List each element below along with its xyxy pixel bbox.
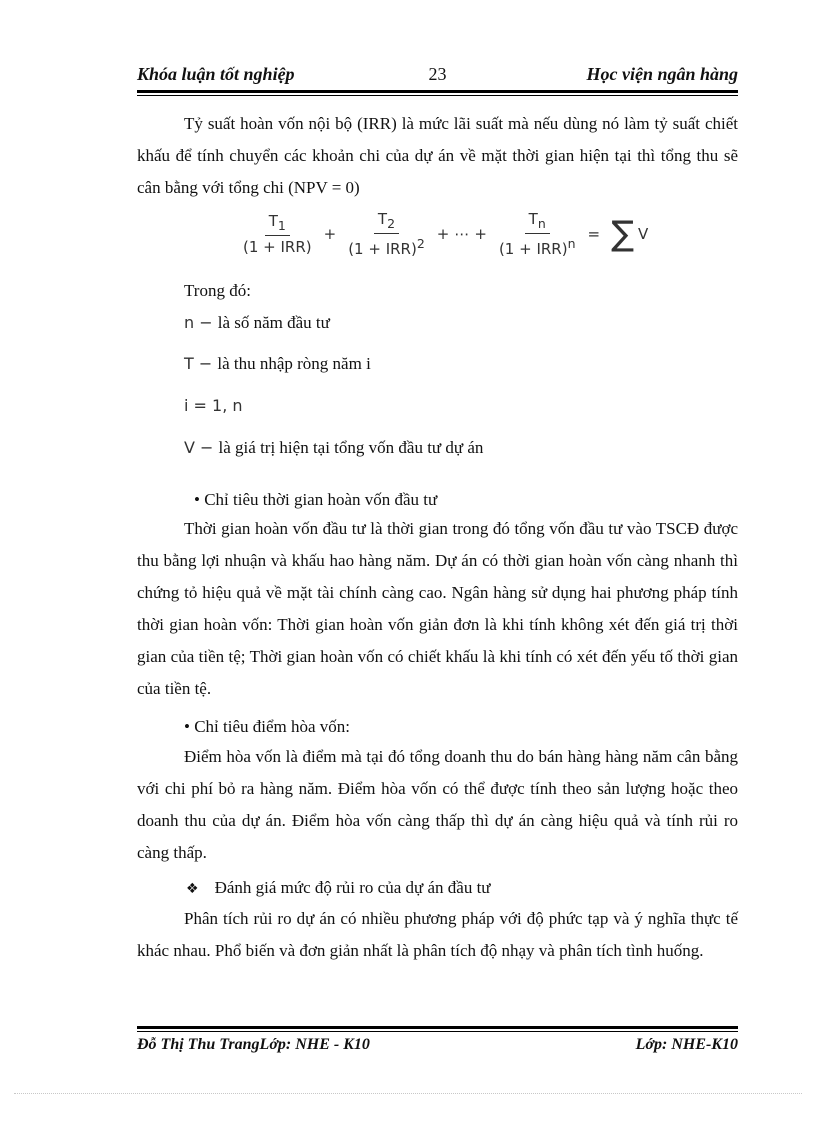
header-rule-thin (137, 95, 738, 96)
footer-rule-thick (137, 1026, 738, 1029)
plus-sign: + (323, 225, 337, 243)
definitions-intro: Trong đó: (184, 281, 251, 300)
definition-t: T − là thu nhập ròng năm i (184, 354, 371, 373)
footer-rule-thin (137, 1031, 738, 1032)
irr-formula (236, 206, 648, 262)
risk-paragraph: Phân tích rủi ro dự án có nhiều phương pháp với độ phức tạp và ý nghĩa thực tế khác nhau. Phổ biến và đơn giản nhất là phân tích độ nhạy và phân tích tình huống. (137, 909, 738, 960)
formula-term-1: $\frac{T_1}{\text{(1 + IRR)}}$ (243, 212, 312, 256)
plus-sign: + (474, 225, 487, 243)
ellipsis: ⋯ (454, 225, 470, 243)
footer-class: Lớp: NHE-K10 (635, 1036, 738, 1053)
definition-n: n − là số năm đầu tư (184, 313, 330, 332)
payback-heading: • Chỉ tiêu thời gian hoàn vốn đầu tư (194, 490, 438, 509)
header-rule-thick (137, 90, 738, 93)
diamond-bullet-icon: ❖ (186, 881, 199, 897)
footer-author: Đỗ Thị Thu TrangLớp: NHE - K10 (137, 1036, 370, 1053)
payback-paragraph: Thời gian hoàn vốn đầu tư là thời gian trong đó tổng vốn đầu tư vào TSCĐ được thu bằng lợi nhuận và khấu hao hàng năm. Dự án có thời gian hoàn vốn càng nhanh thì chứng tỏ hiệu quả về mặt tài chính càng cao. Ngân hàng sử dụng hai phương pháp tính thời gian hoàn vốn: Thời gian hoàn vốn giản đơn là khi tính không xét đến giá trị thời gian của tiền tệ; Thời gian hoàn vốn có chiết khấu là khi tính có xét đến yếu tố thời gian của tiền tệ. (137, 519, 738, 698)
formula-term-n: $\frac{T_n}{(1 + IRR)^n}$ (498, 210, 576, 258)
header-thesis-title: Khóa luận tốt nghiệp (137, 64, 295, 84)
plus-sign: + (436, 225, 450, 243)
risk-heading: ❖ Đánh giá mức độ rủi ro của dự án đầu tư (186, 878, 491, 897)
formula-term-2: $\frac{T_2}{(1 + IRR)^2}$ (348, 210, 425, 258)
sum-symbol: ∑ (611, 214, 634, 254)
formula-rhs: V (638, 225, 649, 243)
definition-i: i = 1, n (184, 396, 243, 415)
breakeven-heading: • Chỉ tiêu điểm hòa vốn: (184, 717, 351, 736)
definition-v: V − là giá trị hiện tại tổng vốn đầu tư dự án (184, 438, 484, 457)
header-institution: Học viện ngân hàng (586, 64, 738, 84)
equals-sign: = (587, 225, 601, 243)
page-header (137, 62, 738, 88)
page-edge-divider (14, 1093, 802, 1094)
breakeven-paragraph: Điểm hòa vốn là điểm mà tại đó tổng doanh thu do bán hàng hàng năm cân bằng với chi phí bỏ ra hàng năm. Điểm hòa vốn có thể được tính theo sản lượng hoặc theo doanh thu của dự án. Điểm hòa vốn càng thấp thì dự án càng hiệu quả và tính rủi ro càng thấp. (137, 747, 738, 862)
irr-definition-paragraph: Tỷ suất hoàn vốn nội bộ (IRR) là mức lãi suất mà nếu dùng nó làm tỷ suất chiết khấu để tính chuyển các khoản chi của dự án về mặt thời gian hiện tại thì tổng thu sẽ cân bằng với tổng chi (NPV = 0) (137, 114, 738, 197)
page-number: 23 (428, 64, 447, 84)
